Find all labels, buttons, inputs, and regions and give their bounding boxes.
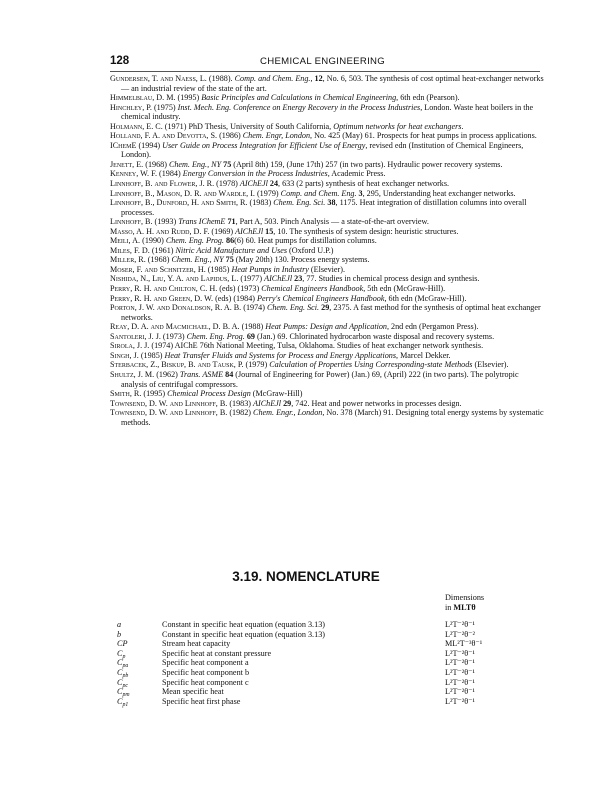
- reference-authors: Linnhoff, B., Dunford, H. and Smith, R.: [110, 198, 248, 208]
- reference-text: ,: [310, 74, 315, 83]
- reference-text: (1975): [151, 102, 178, 112]
- nomenclature-description: Specific heat at constant pressure: [162, 648, 272, 658]
- reference-authors: Shultz, J. M.: [110, 369, 155, 379]
- reference-text: , 295, Understanding heat exchanger networks.: [362, 188, 516, 198]
- section-title: 3.19. NOMENCLATURE: [232, 569, 380, 584]
- reference-volume: 75: [223, 159, 232, 169]
- reference-volume: 23: [294, 274, 303, 284]
- symbol-main: C: [117, 677, 123, 687]
- reference-authors: Townsend, D. W. and Linnhoff, B.: [110, 408, 228, 418]
- reference-authors: Miles, F. D.: [110, 245, 150, 255]
- reference-entry: [110, 294, 546, 304]
- reference-authors: Santoleri, J. J.: [110, 331, 161, 341]
- reference-publication: Energy Conversion in the Process Industries: [182, 169, 328, 179]
- reference-authors: Meili, A.: [110, 236, 141, 246]
- reference-authors: Perry, R. H. and Chilton, C. H.: [110, 284, 218, 294]
- reference-text: , 77. Studies in chemical process design and synthesis.: [302, 274, 480, 284]
- reference-entry: [110, 341, 546, 351]
- reference-publication: Chem. Eng. Sci.: [266, 303, 320, 313]
- reference-text: (1982): [227, 408, 254, 418]
- nomenclature-dimension: L²T⁻²θ⁻¹: [445, 696, 475, 706]
- reference-publication: Comp. and Chem. Eng.: [234, 74, 311, 83]
- reference-text: (6) 60. Heat pumps for distillation columns.: [234, 236, 377, 246]
- reference-text: (1968): [145, 255, 172, 265]
- reference-text: , No. 378 (March) 91. Designing total energy systems by systematic methods.: [121, 408, 544, 427]
- symbol-main: b: [117, 629, 122, 639]
- reference-authors: Linnhoff, B. and Flower, J. R.: [110, 179, 215, 189]
- reference-text: (1995): [141, 389, 168, 399]
- reference-text: (1978): [214, 179, 240, 189]
- reference-entry: [110, 122, 546, 132]
- symbol-main: C: [117, 696, 123, 706]
- reference-volume: 29: [283, 398, 292, 408]
- reference-list: [110, 74, 546, 427]
- reference-text: , 6th edn (Pearson).: [396, 93, 460, 103]
- symbol-subscript: pb: [122, 672, 129, 679]
- dimensions-header: [445, 593, 484, 612]
- nomenclature-description: Specific heat first phase: [162, 696, 241, 706]
- reference-entry: [110, 255, 546, 265]
- symbol-subscript: pc: [122, 682, 128, 689]
- reference-publication: Chem. Eng. Prog.: [186, 331, 245, 341]
- nomenclature-dimension: L²T⁻²θ⁻²: [445, 629, 475, 639]
- reference-text: , Part A, 503. Pinch Analysis — a state-of-the-art overview.: [235, 217, 429, 227]
- reference-volume: 24: [269, 179, 279, 189]
- nomenclature-row: [117, 658, 547, 668]
- reference-text: , 5th edn (McGraw-Hill).: [363, 284, 446, 294]
- reference-entry: [110, 131, 546, 141]
- reference-text: (1977): [238, 274, 265, 284]
- reference-text: (1961): [149, 245, 176, 255]
- symbol-main: a: [117, 620, 122, 629]
- reference-entry: [110, 93, 546, 103]
- reference-entry: [110, 103, 546, 122]
- reference-volume: 84: [225, 369, 234, 379]
- reference-entry: [110, 236, 546, 246]
- reference-authors: Smith, R.: [110, 389, 142, 399]
- reference-text: (Elsevier).: [472, 360, 509, 370]
- reference-text: (1984): [157, 169, 183, 179]
- symbol-subscript: p1: [122, 701, 129, 708]
- symbol-main: CP: [117, 639, 128, 649]
- nomenclature-row: [117, 687, 547, 697]
- reference-entry: [110, 227, 546, 237]
- nomenclature-description: Constant in specific heat equation (equation 3.13): [162, 620, 326, 629]
- reference-text: (1985): [138, 350, 165, 360]
- reference-entry: [110, 399, 546, 409]
- reference-publication: User Guide on Process Integration for Efficient Use of Energy: [162, 140, 366, 150]
- reference-volume: 12: [314, 74, 323, 83]
- reference-text: (eds) (1973): [217, 284, 262, 294]
- nomenclature-dimension: L²T⁻²θ⁻¹: [445, 687, 475, 697]
- nomenclature-row: [117, 620, 547, 630]
- reference-volume: 75: [225, 255, 234, 265]
- reference-authors: Holland, F. A. and Devotta, S.: [110, 131, 218, 141]
- reference-text: , 2nd edn (Pergamon Press).: [386, 322, 479, 332]
- reference-text: (1968): [143, 159, 169, 169]
- reference-text: (Oxford U.P.): [287, 245, 334, 255]
- reference-publication: Heat Transfer Fluids and Systems for Process and Energy Applications: [164, 350, 396, 360]
- symbol-subscript: p: [122, 653, 126, 660]
- reference-text: (1986): [217, 131, 243, 141]
- reference-publication: AIChEJl: [264, 274, 293, 284]
- nomenclature-symbol: [117, 697, 128, 711]
- nomenclature-row: [117, 630, 547, 640]
- reference-volume: 86: [226, 236, 235, 246]
- nomenclature-table: [117, 620, 547, 706]
- reference-volume: 71: [227, 217, 236, 227]
- reference-authors: Porton, J. W. and Donaldson, R. A. B.: [110, 303, 242, 313]
- reference-volume: 3: [358, 188, 363, 198]
- reference-publication: Nitric Acid Manufacture and Uses: [175, 245, 287, 255]
- reference-text: (1994): [136, 140, 163, 150]
- reference-text: (1988): [239, 322, 266, 332]
- symbol-main: C: [117, 658, 123, 668]
- nomenclature-description: Constant in specific heat equation (equation 3.13): [162, 629, 326, 639]
- reference-text: , revised edn (Institution of Chemical Engineers, London).: [121, 140, 524, 160]
- reference-text: (1974): [241, 303, 267, 313]
- reference-authors: Holmann, E. C.: [110, 121, 163, 131]
- dimensions-unit-prefix: in: [445, 602, 454, 612]
- reference-authors: Moser, F. and Schnitzer, H.: [110, 264, 206, 274]
- symbol-main: C: [117, 687, 123, 697]
- reference-authors: Linnhoff, B., Mason, D. R. and Wardle, I.: [110, 188, 255, 198]
- reference-publication: Chem. Engr., London: [253, 408, 323, 418]
- reference-text: (1974) AIChE 76th National Meeting, Tulsa, Oklahoma. Studies of heat exchanger network synthesis.: [149, 341, 484, 351]
- reference-entry: [110, 217, 546, 227]
- reference-authors: Miller, R.: [110, 255, 146, 265]
- reference-text: (1990): [140, 236, 166, 246]
- reference-entry: [110, 141, 546, 160]
- reference-publication: Heat Pumps: Design and Application: [265, 322, 387, 332]
- reference-authors: Gundersen, T. and Naess, L.: [110, 74, 207, 83]
- dimensions-label: Dimensions: [445, 593, 485, 602]
- reference-publication: Inst. Mech. Eng. Conference on Energy Recovery in the Process Industries: [177, 102, 421, 112]
- reference-text: (Jan.) 69. Chlorinated hydrocarbon waste disposal and recovery systems.: [254, 331, 495, 341]
- reference-entry: [110, 189, 546, 199]
- reference-entry: [110, 160, 546, 170]
- nomenclature-dimension: L²T⁻²θ⁻¹: [445, 667, 475, 677]
- reference-entry: [110, 370, 546, 389]
- reference-text: , London. Waste heat boilers in the chemical industry.: [121, 102, 534, 122]
- nomenclature-dimension: ML²T⁻³θ⁻¹: [445, 639, 483, 649]
- reference-publication: Chemical Engineers Handbook: [261, 284, 364, 294]
- reference-entry: [110, 246, 546, 256]
- reference-publication: Basic Principles and Calculations in Chemical Engineering: [201, 93, 397, 103]
- reference-text: (1988).: [206, 74, 235, 83]
- reference-entry: [110, 332, 546, 342]
- reference-entry: [110, 265, 546, 275]
- dimensions-unit: MLTθ: [453, 602, 476, 612]
- nomenclature-description: Specific heat component b: [162, 667, 250, 677]
- reference-publication: Chem. Eng. Prog.: [165, 236, 224, 246]
- reference-text: , 633 (2 parts) synthesis of heat exchanger networks.: [278, 179, 450, 189]
- reference-authors: IChemE: [110, 140, 137, 150]
- reference-entry: [110, 360, 546, 370]
- reference-publication: AIChEJl: [235, 226, 264, 236]
- reference-entry: [110, 74, 546, 93]
- dimensions-unit-line: [445, 603, 484, 613]
- reference-text: (1985): [205, 264, 232, 274]
- reference-publication: Optimum networks for heat exchangers: [333, 121, 462, 131]
- reference-text: (1979): [243, 360, 270, 370]
- reference-entry: [110, 322, 546, 332]
- nomenclature-row: [117, 639, 547, 649]
- reference-text: (1995): [175, 93, 202, 103]
- nomenclature-description: Specific heat component a: [162, 658, 249, 668]
- nomenclature-row: [117, 678, 547, 688]
- reference-text: , Marcel Dekker.: [396, 350, 451, 360]
- symbol-subscript: pm: [122, 692, 130, 699]
- reference-entry: [110, 198, 546, 217]
- reference-text: , 10. The synthesis of system design: heuristic structures.: [273, 226, 459, 236]
- reference-publication: AIChEJl: [239, 179, 268, 189]
- reference-volume: 69: [246, 331, 255, 341]
- reference-text: (Journal of Engineering for Power) (Jan.) 69, (April) 222 (in two parts). The polytropic analysis of centrifugal compressors.: [121, 369, 519, 389]
- nomenclature-description: Stream heat capacity: [162, 639, 231, 649]
- reference-authors: Sirola, J. J.: [110, 341, 150, 351]
- reference-entry: [110, 274, 546, 284]
- reference-text: .: [461, 121, 464, 131]
- reference-text: (1962): [154, 369, 180, 379]
- reference-volume: 29: [321, 303, 330, 313]
- reference-publication: Trans IChemE: [178, 217, 226, 227]
- nomenclature-dimension: L²T⁻²θ⁻¹: [445, 620, 475, 629]
- reference-publication: Trans. ASME: [179, 369, 224, 379]
- reference-authors: Kenney, W. F.: [110, 169, 157, 179]
- reference-volume: 15: [265, 226, 274, 236]
- reference-authors: Hinchley, P.: [110, 102, 152, 112]
- nomenclature-dimension: L²T⁻²θ⁻¹: [445, 658, 475, 668]
- reference-publication: Chem. Eng. Sci.: [273, 198, 326, 208]
- reference-text: , No. 425 (May) 61. Prospects for heat pumps in process applications.: [310, 131, 537, 141]
- reference-entry: [110, 303, 546, 322]
- reference-text: , 2375. A fast method for the synthesis of optimal heat exchanger networks.: [121, 303, 541, 322]
- reference-entry: [110, 389, 546, 399]
- reference-publication: Calculation of Properties Using Corresponding-state Methods: [269, 360, 473, 370]
- reference-text: (1983): [247, 198, 274, 208]
- reference-authors: Masso, A. H. and Rudd, D. F.: [110, 226, 210, 236]
- reference-text: (April 8th) 159, (June 17th) 257 (in two parts). Hydraulic power recovery systems.: [231, 159, 503, 169]
- reference-text: (1983): [227, 398, 254, 408]
- reference-entry: [110, 351, 546, 361]
- running-head: CHEMICAL ENGINEERING: [260, 56, 386, 67]
- reference-authors: Linnhoff, B.: [110, 217, 153, 227]
- reference-publication: Chem. Eng., NY: [168, 159, 222, 169]
- reference-publication: Perry's Chemical Engineers Handbook: [257, 293, 385, 303]
- symbol-main: C: [117, 667, 123, 677]
- reference-text: (1973): [160, 331, 187, 341]
- reference-authors: Reay, D. A. and Macmichael, D. B. A.: [110, 322, 240, 332]
- reference-text: (May 20th) 130. Process energy systems.: [233, 255, 370, 265]
- reference-authors: Himmelblau, D. M.: [110, 93, 176, 103]
- reference-authors: Perry, R. H. and Green, D. W.: [110, 293, 214, 303]
- reference-publication: AIChEJl: [253, 398, 282, 408]
- reference-text: , Academic Press.: [327, 169, 386, 179]
- reference-text: , 1175. Heat integration of distillation columns into overall processes.: [121, 198, 527, 217]
- reference-text: (1971) PhD Thesis, University of South California,: [162, 121, 334, 131]
- reference-publication: Chem. Eng., NY: [171, 255, 224, 265]
- reference-authors: Singh, J.: [110, 350, 139, 360]
- nomenclature-row: [117, 668, 547, 678]
- reference-entry: [110, 169, 546, 179]
- reference-publication: Heat Pumps in Industry: [231, 264, 309, 274]
- symbol-main: C: [117, 648, 123, 658]
- reference-text: (1969): [209, 226, 236, 236]
- nomenclature-description: Mean specific heat: [162, 687, 224, 697]
- reference-publication: Comp. and Chem. Eng.: [280, 188, 357, 198]
- reference-text: (1993): [152, 217, 179, 227]
- reference-text: , 742. Heat and power networks in processes design.: [291, 398, 462, 408]
- reference-entry: [110, 408, 546, 427]
- page-header: [110, 55, 540, 72]
- symbol-subscript: pa: [122, 663, 129, 670]
- reference-entry: [110, 179, 546, 189]
- nomenclature-row: [117, 697, 547, 707]
- reference-text: , 6th edn (McGraw-Hill).: [384, 293, 467, 303]
- reference-text: (1979): [254, 188, 281, 198]
- page-number: 128: [110, 55, 130, 67]
- nomenclature-row: [117, 649, 547, 659]
- reference-text: (McGraw-Hill): [250, 389, 303, 399]
- reference-text: , No. 6, 503. The synthesis of cost optimal heat-exchanger networks — an industrial review of the state of the art.: [121, 74, 544, 93]
- reference-authors: Townsend, D. W. and Linnhoff, B.: [110, 398, 228, 408]
- reference-publication: Chemical Process Design: [167, 389, 251, 399]
- reference-text: (Elsevier).: [308, 264, 345, 274]
- reference-entry: [110, 284, 546, 294]
- nomenclature-description: Specific heat component c: [162, 677, 249, 687]
- reference-authors: Jenett, E.: [110, 159, 144, 169]
- nomenclature-dimension: L²T⁻²θ⁻¹: [445, 648, 475, 658]
- reference-volume: 38: [327, 198, 336, 208]
- reference-authors: Nishida, N., Liu, Y. A. and Lapidus, L.: [110, 274, 239, 284]
- nomenclature-dimension: L²T⁻²θ⁻¹: [445, 677, 475, 687]
- reference-text: (eds) (1984): [213, 293, 258, 303]
- reference-authors: Sterbacek, Z., Biskup, B. and Tausk, P.: [110, 360, 244, 370]
- reference-publication: Chem. Engr, London: [242, 131, 311, 141]
